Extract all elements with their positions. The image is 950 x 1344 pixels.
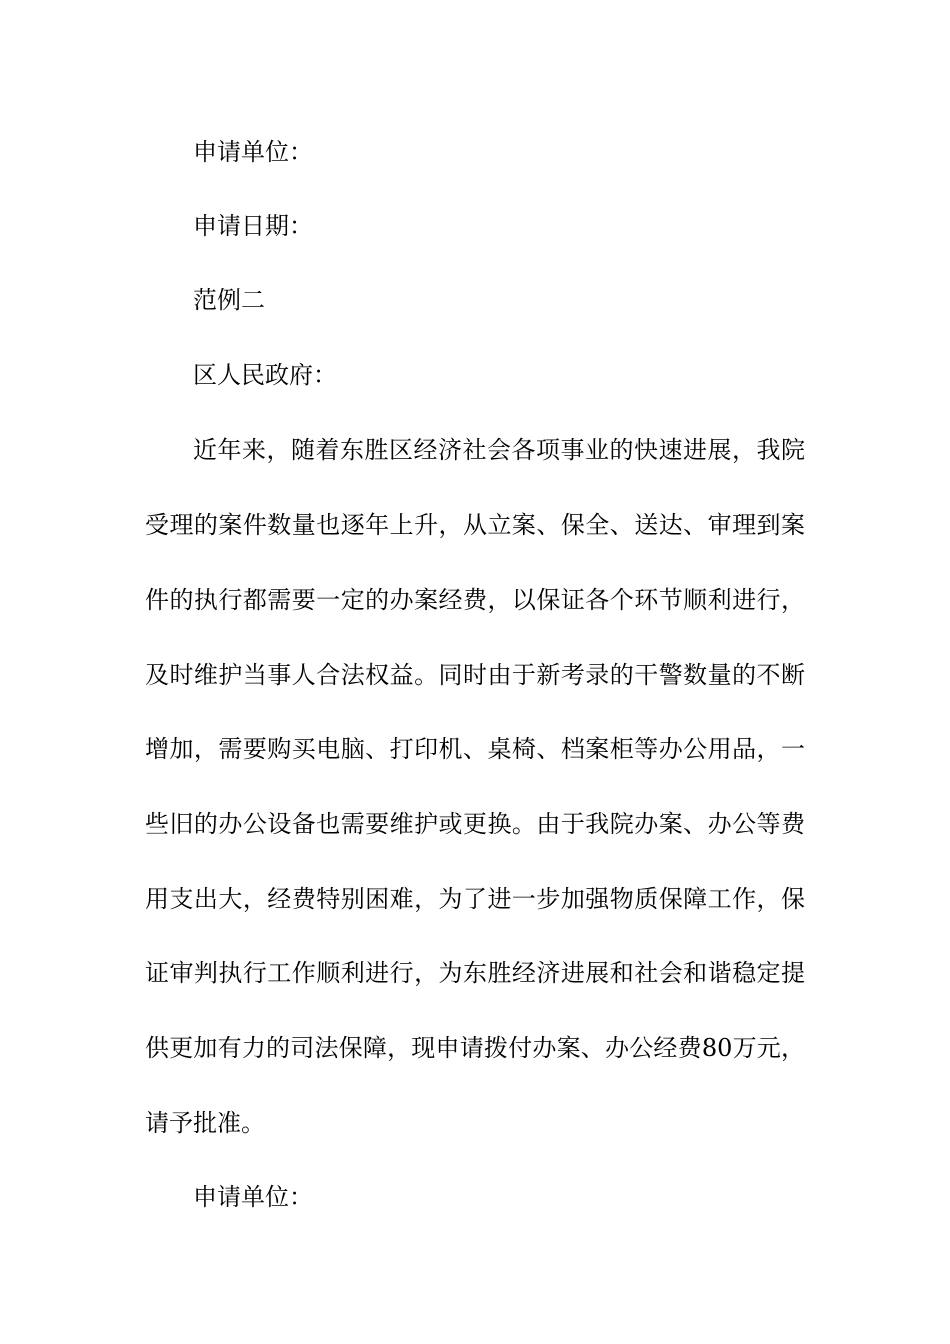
body-paragraph-line: 及时维护当事人合法权益。同时由于新考录的干警数量的不断 xyxy=(145,661,805,689)
recipient-salutation: 区人民政府： xyxy=(193,361,337,389)
applicant-unit-label: 申请单位： xyxy=(193,1183,313,1211)
body-paragraph-line: 证审判执行工作顺利进行，为东胜经济进展和社会和谐稳定提 xyxy=(145,959,805,987)
applicant-unit-label: 申请单位： xyxy=(193,138,313,166)
body-paragraph-line: 用支出大，经费特别困难，为了进一步加强物质保障工作，保 xyxy=(145,885,805,913)
body-paragraph-line: 供更加有力的司法保障，现申请拨付办案、办公经费80万元， xyxy=(145,1034,805,1062)
body-paragraph-line: 件的执行都需要一定的办案经费，以保证各个环节顺利进行， xyxy=(145,586,805,614)
body-paragraph-line: 受理的案件数量也逐年上升，从立案、保全、送达、审理到案 xyxy=(145,511,805,539)
body-paragraph-line: 些旧的办公设备也需要维护或更换。由于我院办案、办公等费 xyxy=(145,810,805,838)
application-date-label: 申请日期： xyxy=(193,212,313,240)
body-paragraph-last-line: 请予批准。 xyxy=(145,1109,265,1137)
example-heading: 范例二 xyxy=(193,286,265,314)
body-paragraph-line: 近年来，随着东胜区经济社会各项事业的快速进展，我院 xyxy=(193,436,805,464)
body-paragraph-line: 增加，需要购买电脑、打印机、桌椅、档案柜等办公用品，一 xyxy=(145,735,805,763)
